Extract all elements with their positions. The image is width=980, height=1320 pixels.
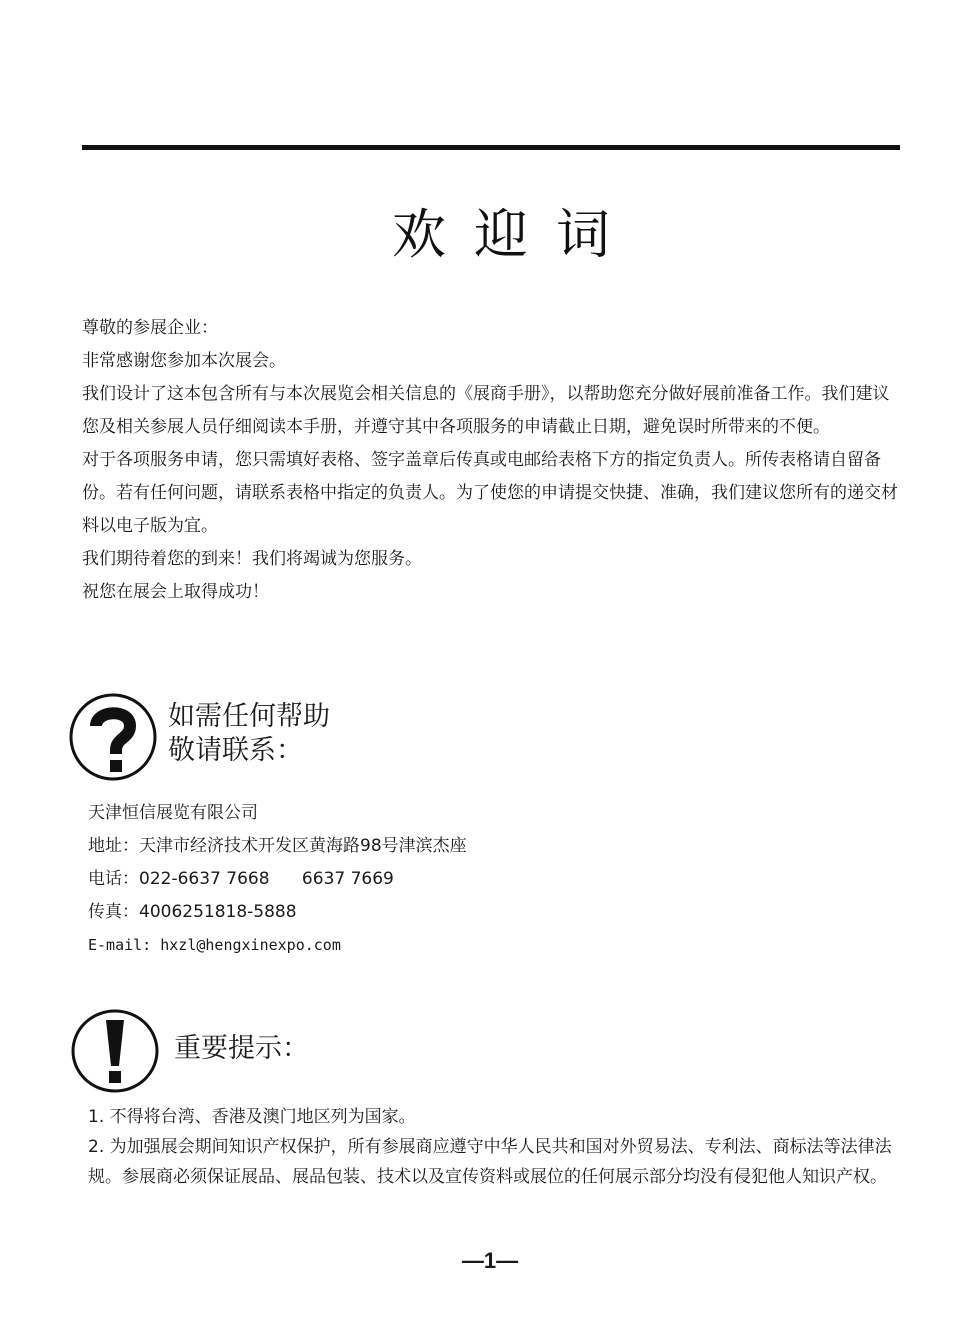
letter-paragraph-manual: 我们设计了这本包含所有与本次展览会相关信息的《展商手册》，以帮助您充分做好展前准备工作。我们建议您及相关参展人员仔细阅读本手册，并遵守其中各项服务的申请截止日期，避免误时所带来的不便。 [82,384,890,437]
note-item-1: 1. 不得将台湾、香港及澳门地区列为国家。 [88,1107,416,1127]
help-heading-line1: 如需任何帮助 [168,701,330,732]
page-number: —1— [461,1248,519,1273]
exclamation-icon [70,1008,160,1094]
note-item-2: 2. 为加强展会期间知识产权保护，所有参展商应遵守中华人民共和国对外贸易法、专利法、商标法等法律法规。参展商必须保证展品、展品包装、技术以及宣传资料或展位的任何展示部分均没有侵犯他人知识产权。 [88,1137,892,1187]
salutation: 尊敬的参展企业： [82,318,218,338]
notice-section-header [70,1008,470,1094]
page-title: 欢迎词 [392,203,638,266]
welcome-letter [82,312,900,609]
contact-fax: 传真：4006251818-5888 [88,902,297,922]
help-heading [168,700,330,768]
contact-address: 地址：天津市经济技术开发区黄海路98号津滨杰座 [88,836,467,856]
letter-line-expect: 我们期待着您的到来！我们将竭诚为您服务。 [82,549,422,569]
top-divider [82,145,900,150]
question-mark-icon [68,692,158,782]
contact-phone: 电话：022-6637 7668 6637 7669 [88,869,394,889]
help-section-header [68,692,468,782]
letter-paragraph-application: 对于各项服务申请，您只需填好表格、签字盖章后传真或电邮给表格下方的指定负责人。所传表格请自留备份。若有任何问题，请联系表格中指定的负责人。为了使您的申请提交快捷、准确，我们建议您所有的递交材料以电子版为宜。 [82,450,898,536]
contact-email: E-mail: hxzl@hengxinexpo.com [88,936,341,954]
letter-line-thanks: 非常感谢您参加本次展会。 [82,351,286,371]
letter-line-wish: 祝您在展会上取得成功！ [82,582,269,602]
contact-info [88,797,788,962]
company-name: 天津恒信展览有限公司 [88,803,258,823]
important-notes [88,1102,900,1192]
help-heading-line2: 敬请联系： [168,735,303,766]
notice-heading: 重要提示： [174,1033,309,1064]
